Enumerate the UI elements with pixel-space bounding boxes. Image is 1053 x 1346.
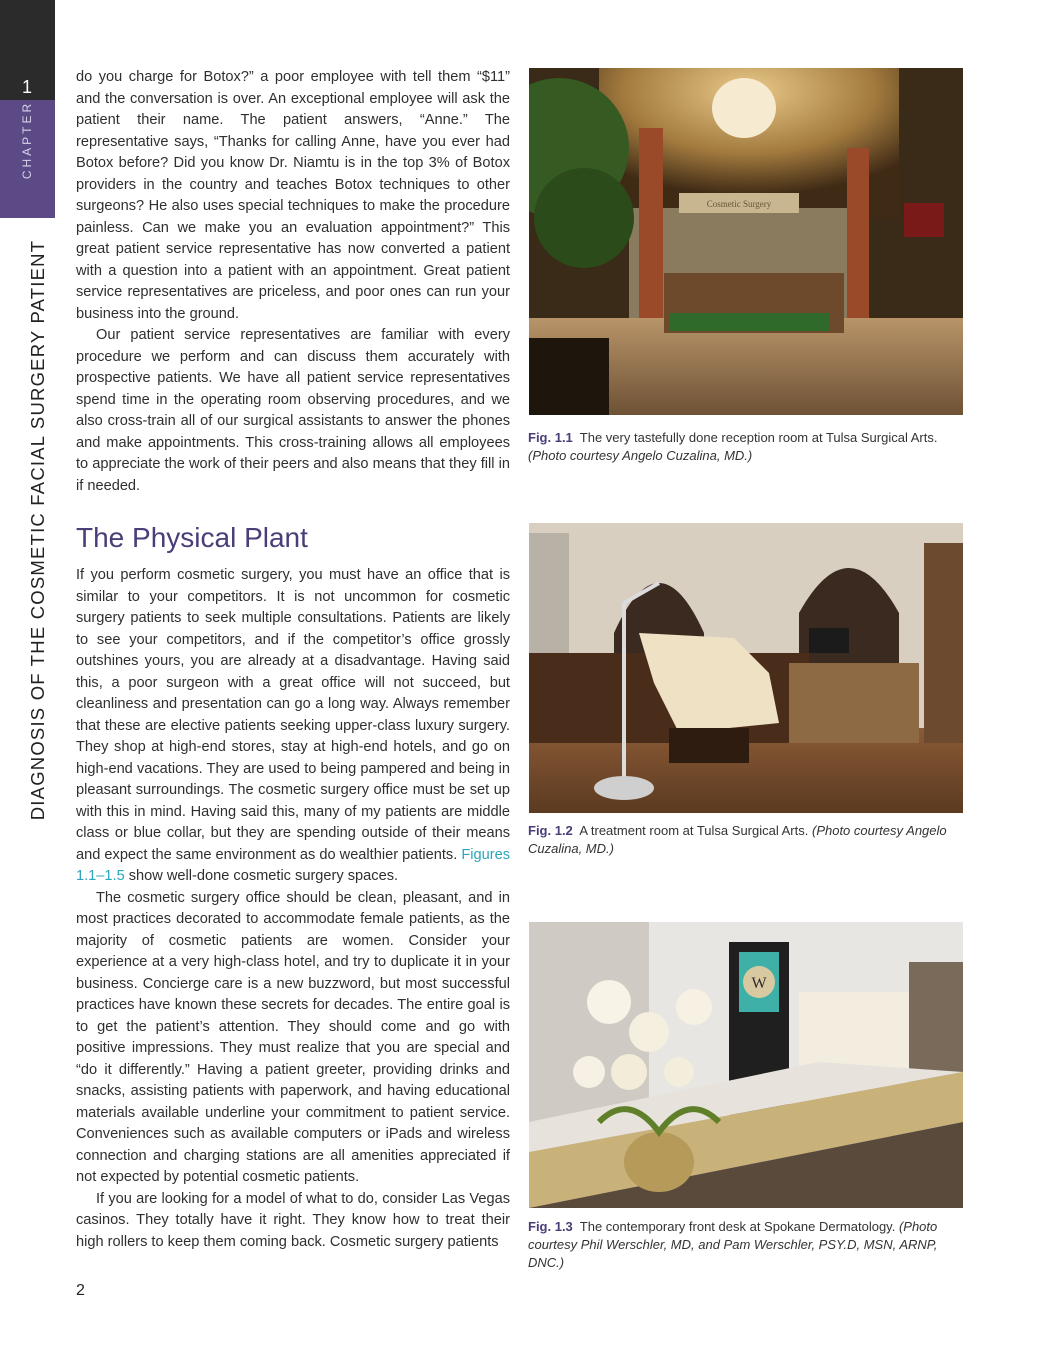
page-number: 2 bbox=[76, 1282, 85, 1299]
figure-label: Fig. 1.2 bbox=[528, 823, 573, 838]
caption-text: The very tastefully done reception room at Tulsa Surgical Arts. bbox=[579, 430, 938, 445]
figure-1-1-caption bbox=[528, 429, 968, 465]
chapter-label: CHAPTER bbox=[20, 100, 34, 180]
figure-1-3-caption bbox=[528, 1218, 968, 1272]
paragraph: The cosmetic surgery office should be clean, pleasant, and in most practices decorated to accommodate female patients, as the majority of cosmetic patients are women. Consider your experience at a very high-class hotel, and try to duplicate it in your business. Concierge care is a new buzzword, but most successful practices have known these secrets for decades. The entire goal is to get the patient’s attention. They should come and go with positive impressions. They must realize that you are special and “do it differently.” Having a patient greeter, providing drinks and snacks, assisting patients with paperwork, and having educational materials available underline your commitment to patient service. Conveniences such as available computers or iPads and wireless connection and charging stations are all amenities appreciated if not expected by potential cosmetic patients. bbox=[76, 889, 510, 1185]
caption-text: A treatment room at Tulsa Surgical Arts. bbox=[579, 823, 809, 838]
paragraph-text: If you perform cosmetic surgery, you must have an office that is similar to your competitors. It is not uncommon for cosmetic surgery patients to seek multiple consultations. Patients are likely to see your competitors, and if the competitor’s office grossly outshines yours, you are already at a disadvantage. Having said this, a poor surgeon with a great office will not succeed, but cleanliness and presentation can go a long way. Always remember that these are elective patients seeking upper-class luxury surgery. They shop at high-end stores, stay at high-end hotels, and go on high-end vacations. They are used to being pampered and being in pleasant surroundings. The cosmetic surgery office must be set up with this in mind. Having said this, many of my patients are middle class or blue collar, but they are spending outside of their means and expect the same environment as do wealthier patients. bbox=[76, 567, 510, 863]
section-text-block bbox=[76, 565, 510, 1253]
figure-1-3-photo bbox=[529, 922, 963, 1208]
paragraph-text: show well-done cosmetic surgery spaces. bbox=[124, 868, 399, 884]
figures-link[interactable]: Figures 1.1–1.5 bbox=[76, 846, 511, 884]
paragraph bbox=[76, 565, 510, 888]
intro-text-block bbox=[76, 67, 510, 497]
section-heading: The Physical Plant bbox=[76, 522, 308, 553]
paragraph: do you charge for Botox?” a poor employee with tell them “$11” and the conversation is over. An exceptional employee will ask the patient their name. The patient answers, “Anne.” The representative says, “Thanks for calling Anne, have you ever had Botox before? Did you know Dr. Niamtu is in the top 3% of Botox providers in the country and teaches Botox techniques to other surgeons? He also uses special techniques to make the procedure painless. Can we make you an evaluation appointment?” This great patient service representative has now converted a patient with a question into a patient with an appointment. Great patient service representatives are priceless, and poor ones can run your business into the ground. bbox=[76, 69, 510, 322]
paragraph: Our patient service representatives are familiar with every procedure we perform and can discuss them accurately with prospective patients. We have all patient service representatives spend time in the operating room observing procedures, and we also cross-train all of our surgical assistants to answer the phones and make appointments. This cross-training allows all employees to appreciate the work of their peers and also means that they fill in if needed. bbox=[76, 327, 510, 494]
figure-1-1-photo bbox=[529, 68, 963, 415]
photo-credit: (Photo courtesy Phil Werschler, MD, and Pam Werschler, PSY.D, MSN, ARNP, DNC.) bbox=[528, 1219, 938, 1270]
figure-1-2-caption bbox=[528, 822, 968, 858]
logo-letter: W bbox=[751, 975, 767, 992]
figure-label: Fig. 1.1 bbox=[528, 430, 573, 445]
running-title: DIAGNOSIS OF THE COSMETIC FACIAL SURGERY PATIENT bbox=[27, 239, 48, 821]
figure-1-2-photo bbox=[529, 523, 963, 813]
reception-sign-text: Cosmetic Surgery bbox=[706, 199, 772, 209]
paragraph: If you are looking for a model of what to do, consider Las Vegas casinos. They totally have it right. They know how to treat their high rollers to keep them coming back. Cosmetic surgery patients bbox=[76, 1190, 510, 1250]
photo-credit: (Photo courtesy Angelo Cuzalina, MD.) bbox=[528, 823, 947, 856]
photo-credit: (Photo courtesy Angelo Cuzalina, MD.) bbox=[528, 448, 753, 463]
caption-text: The contemporary front desk at Spokane Dermatology. bbox=[579, 1219, 896, 1234]
chapter-number: 1 bbox=[21, 77, 32, 97]
figure-label: Fig. 1.3 bbox=[528, 1219, 573, 1234]
